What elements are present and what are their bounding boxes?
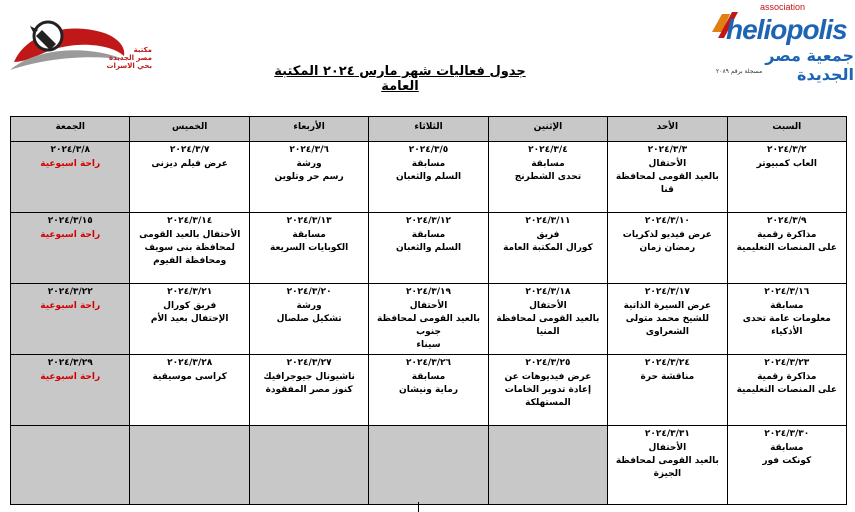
event-text-line: مسابقة [531, 159, 565, 169]
event-cell [727, 355, 846, 426]
library-logo-line-2: مصر الجديدة [109, 54, 152, 62]
event-date: ٢٠٢٤/٣/٢٠ [286, 287, 332, 297]
empty-day-cell [369, 426, 488, 505]
heliopolis-brand: heliopolis [726, 14, 847, 45]
event-date: ٢٠٢٤/٣/٢٨ [167, 358, 213, 368]
day-off-cell [11, 142, 130, 213]
event-cell [727, 142, 846, 213]
event-cell [369, 355, 488, 426]
event-date: ٢٠٢٤/٣/٢٦ [406, 358, 452, 368]
event-date: ٢٠٢٤/٣/١٥ [47, 216, 93, 226]
event-text-line: السلم والثعبان [396, 243, 462, 253]
event-cell [727, 284, 846, 355]
event-text-line: كراسى موسيقية [152, 372, 227, 382]
event-text-line: على المنصات التعليمية [736, 385, 837, 395]
library-logo-line-1: مكتبة [133, 46, 152, 54]
calendar-body [11, 142, 847, 505]
event-text-line: عرض السيرة الذاتية [623, 301, 712, 311]
event-date: ٢٠٢٤/٣/٢١ [167, 287, 213, 297]
event-text-line: ومحافظة الفيوم [153, 256, 227, 266]
empty-day-cell [11, 426, 130, 505]
event-cell [130, 213, 249, 284]
event-cell [608, 142, 727, 213]
event-text-line: كونكت فور [762, 456, 812, 466]
event-text-line: رماية ونيشان [399, 385, 459, 395]
event-text-line: بالعيد القومى لمحافظة [615, 456, 719, 466]
event-cell [608, 284, 727, 355]
event-text-line: المنيا [536, 327, 560, 337]
event-date: ٢٠٢٤/٣/١٣ [286, 216, 332, 226]
event-text-line: الكوبايات السريعة [270, 243, 349, 253]
empty-day-cell [130, 426, 249, 505]
day-off-cell [11, 284, 130, 355]
event-text-line: مناقشة حرة [640, 372, 695, 382]
calendar-week-row [11, 426, 847, 505]
event-cell [608, 426, 727, 505]
association-name-ar: جمعية مصر الجديدة [765, 46, 854, 84]
event-date: ٢٠٢٤/٣/٢٢ [47, 287, 93, 297]
event-date: ٢٠٢٤/٣/٢٩ [47, 358, 93, 368]
event-date: ٢٠٢٤/٣/١٠ [644, 216, 690, 226]
event-date: ٢٠٢٤/٣/٤ [528, 145, 568, 155]
day-header: الأحد [608, 117, 727, 142]
library-logo-text [82, 46, 152, 70]
event-text-line: السلم والثعبان [396, 172, 462, 182]
event-cell [488, 142, 607, 213]
event-text-line: ورشة [296, 301, 322, 311]
event-text-line: مسابقة [292, 230, 326, 240]
empty-day-cell [488, 426, 607, 505]
event-cell [130, 142, 249, 213]
library-logo-line-3: بحي الاسرات [106, 62, 152, 70]
event-date: ٢٠٢٤/٣/٣ [647, 145, 688, 155]
event-cell [727, 213, 846, 284]
day-off-label: راحة اسبوعية [40, 372, 101, 382]
event-cell [130, 355, 249, 426]
event-cell [608, 213, 727, 284]
event-text-line: معلومات عامة تحدى [742, 314, 831, 324]
event-text-line: عرض فيديوهات عن [504, 372, 592, 382]
empty-day-cell [249, 426, 368, 505]
event-text-line: ورشة [296, 159, 322, 169]
event-date: ٢٠٢٤/٣/٣٠ [764, 429, 810, 439]
event-text-line: مسابقة [770, 443, 804, 453]
event-text-line: رسم حر وتلوين [274, 172, 344, 182]
event-text-line: بالعيد القومى لمحافظة [496, 314, 600, 324]
event-date: ٢٠٢٤/٣/٩ [767, 216, 807, 226]
registration-number: مسجلة برقم ٢٠٨٩ [716, 68, 763, 75]
event-date: ٢٠٢٤/٣/١١ [525, 216, 571, 226]
event-text-line: مذاكرة رقمية [757, 230, 817, 240]
calendar-week-row [11, 355, 847, 426]
event-date: ٢٠٢٤/٣/٢٣ [764, 358, 810, 368]
event-text-line: مسابقة [770, 301, 804, 311]
event-date: ٢٠٢٤/٣/٦ [289, 145, 329, 155]
event-date: ٢٠٢٤/٣/٣١ [644, 429, 690, 439]
event-cell [369, 284, 488, 355]
day-off-cell [11, 213, 130, 284]
event-text-line: مسابقة [411, 159, 446, 169]
event-date: ٢٠٢٤/٣/٨ [50, 145, 90, 155]
event-date: ٢٠٢٤/٣/٢٧ [286, 358, 332, 368]
day-off-cell [11, 355, 130, 426]
association-label: association [760, 2, 806, 12]
event-text-line: مسابقة [411, 230, 446, 240]
event-cell [130, 284, 249, 355]
event-text-line: الشعراوى [645, 327, 689, 337]
day-off-label: راحة اسبوعية [40, 230, 101, 240]
day-header: الجمعة [11, 117, 130, 142]
event-text-line: كنوز مصر المفقودة [265, 385, 353, 395]
event-cell [488, 284, 607, 355]
event-date: ٢٠٢٤/٣/١٩ [406, 287, 452, 297]
event-text-line: فريق [536, 230, 560, 240]
event-cell [249, 142, 368, 213]
event-date: ٢٠٢٤/٣/٥ [408, 145, 449, 155]
event-date: ٢٠٢٤/٣/٢٥ [525, 358, 571, 368]
event-text-line: كورال المكتبة العامة [503, 243, 593, 253]
calendar-week-row [11, 142, 847, 213]
event-text-line: تشكيل صلصال [276, 314, 342, 324]
event-text-line: مسابقة [411, 372, 446, 382]
event-text-line: فريق كورال [163, 301, 217, 311]
event-text-line: سيناء [416, 340, 441, 350]
event-date: ٢٠٢٤/٣/١٢ [406, 216, 452, 226]
event-text-line: مذاكرة رقمية [757, 372, 817, 382]
event-date: ٢٠٢٤/٣/١٨ [525, 287, 571, 297]
day-header: الثلاثاء [369, 117, 488, 142]
event-text-line: عرض فيلم ديزنى [151, 159, 228, 169]
event-text-line: ناشيونال جيوجرافيك [263, 372, 355, 382]
event-text-line: الأحتفال [648, 159, 687, 169]
event-text-line: عرض فيديو لذكريات [622, 230, 712, 240]
day-header: الإثنين [488, 117, 607, 142]
event-cell [369, 213, 488, 284]
event-cell [608, 355, 727, 426]
event-text-line: للشيخ محمد متولى [625, 314, 710, 324]
day-header: السبت [727, 117, 846, 142]
calendar-header-row [11, 117, 847, 142]
event-text-line: الجيزة [653, 469, 682, 479]
page-title: جدول فعاليات شهر مارس ٢٠٢٤ المكتبة العامة [274, 64, 526, 94]
event-text-line: الأحتفال [529, 301, 567, 311]
event-date: ٢٠٢٤/٣/٢٤ [644, 358, 690, 368]
calendar-week-row [11, 284, 847, 355]
event-text-line: العاب كمبيوتر [756, 159, 817, 169]
event-date: ٢٠٢٤/٣/٢ [767, 145, 807, 155]
page-marker [418, 502, 423, 512]
event-cell [488, 213, 607, 284]
event-cell [249, 355, 368, 426]
event-text-line: الأذكياء [771, 327, 803, 337]
day-off-label: راحة اسبوعية [40, 159, 101, 169]
day-off-label: راحة اسبوعية [40, 301, 101, 311]
event-text-line: إعادة تدوير الخامات [504, 385, 592, 395]
event-text-line: على المنصات التعليمية [736, 243, 837, 253]
event-date: ٢٠٢٤/٣/١٦ [764, 287, 810, 297]
event-text-line: الأحتفال [648, 443, 687, 453]
day-header: الخميس [130, 117, 249, 142]
event-text-line: بالعيد القومى لمحافظة قنا [615, 172, 719, 195]
calendar-week-row [11, 213, 847, 284]
event-date: ٢٠٢٤/٣/١٤ [167, 216, 213, 226]
event-text-line: الإحتفال بعيد الأم [150, 314, 229, 324]
event-text-line: المستهلكة [525, 398, 571, 408]
event-text-line: رمضان زمان [639, 243, 696, 253]
event-date: ٢٠٢٤/٣/١٧ [644, 287, 690, 297]
events-calendar-table [10, 116, 847, 505]
event-cell [369, 142, 488, 213]
event-text-line: الأحتفال بالعيد القومى [139, 230, 241, 240]
event-cell [727, 426, 846, 505]
event-cell [488, 355, 607, 426]
event-text-line: بالعيد القومى لمحافظة جنوب [377, 314, 481, 337]
event-text-line: الأحتفال [409, 301, 448, 311]
event-text-line: تحدى الشطرنج [514, 172, 582, 182]
day-header: الأربعاء [249, 117, 368, 142]
event-cell [249, 213, 368, 284]
library-logo [6, 4, 156, 84]
event-cell [249, 284, 368, 355]
event-text-line: لمحافظة بنى سويف [144, 243, 235, 253]
event-date: ٢٠٢٤/٣/٧ [169, 145, 210, 155]
